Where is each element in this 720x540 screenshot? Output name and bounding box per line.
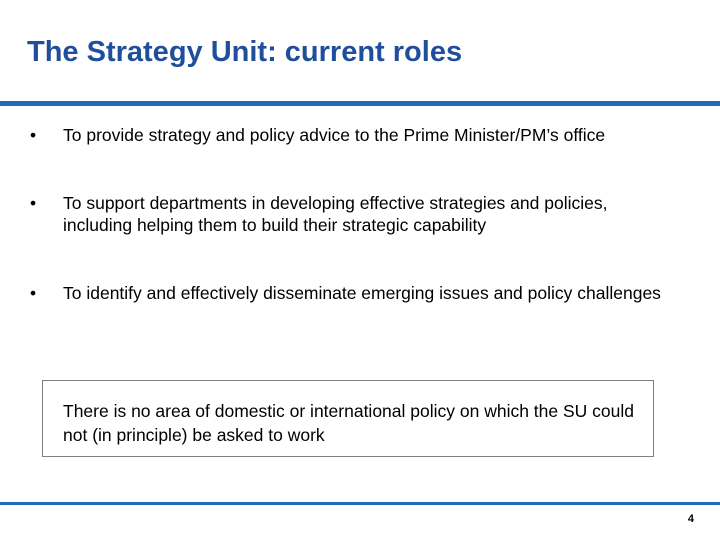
- bullet-text: To provide strategy and policy advice to the Prime Minister/PM’s office: [63, 125, 606, 145]
- footer-divider: [0, 502, 720, 505]
- bullet-item: [30, 192, 670, 236]
- bullet-marker: •: [30, 283, 37, 303]
- title-divider: [0, 101, 720, 106]
- page-number: 4: [687, 513, 694, 525]
- bullet-marker: •: [30, 125, 37, 145]
- bullet-list: [30, 124, 670, 304]
- note-box: [42, 380, 654, 457]
- note-text: There is no area of domestic or international policy on which the SU could not (in principle) be asked to work: [63, 401, 634, 445]
- bullet-text: To support departments in developing effective strategies and policies, including helping them to build their strategic capability: [63, 193, 608, 235]
- bullet-item: [30, 124, 670, 146]
- bullet-text: To identify and effectively disseminate emerging issues and policy challenges: [63, 283, 661, 303]
- slide-title: The Strategy Unit: current roles: [27, 36, 463, 68]
- bullet-item: [30, 282, 670, 304]
- bullet-marker: •: [30, 193, 37, 213]
